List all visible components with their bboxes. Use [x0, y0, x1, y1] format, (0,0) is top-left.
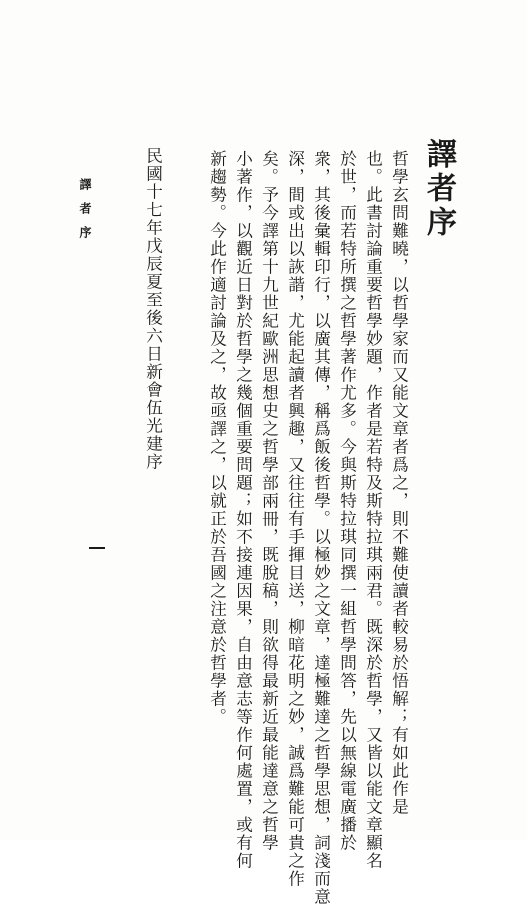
- page-number-mark: [89, 547, 105, 549]
- preface-signature: 民國十七年戊辰夏至後六日新會伍光建序: [143, 147, 163, 471]
- preface-title: 譯者序: [421, 138, 456, 240]
- preface-line-4: 衆，其後彙輯印行，以廣其傳，稱爲飯後哲學。以極妙之文章，達極難達之哲學思想，詞淺而意: [311, 150, 331, 906]
- preface-line-6: 矣。予今譯第十九世紀歐洲思想史之哲學部兩冊，既脫稿，則欲得最新近最能達意之哲學: [259, 150, 279, 852]
- preface-line-1: 哲學玄問難曉，以哲學家而又能文章者爲之，則不難使讀者較易於悟解；有如此作是: [389, 150, 409, 816]
- preface-line-8: 新趨勢。今此作適討論及之，故亟譯之，以就正於吾國之注意於哲學者。: [207, 150, 227, 726]
- preface-line-5: 深，間或出以詼諧，尤能起讀者興趣，又往往有手揮目送，柳暗花明之妙，誠爲難能可貴之作: [285, 150, 305, 888]
- preface-line-2: 也。此書討論重要哲學妙題，作者是若特及斯特拉琪兩君。既深於哲學，又皆以能文章顯名: [363, 150, 383, 870]
- preface-line-7: 小著作，以觀近日對於哲學之幾個重要問題；如不接連因果，自由意志等作何處置，或有何: [233, 150, 253, 870]
- running-head: 譯者序: [78, 178, 92, 250]
- page-number: [89, 547, 90, 548]
- preface-line-3: 於世，而若特所撰之哲學著作尤多。今與斯特拉琪同撰一組哲學問答，先以無線電廣播於: [337, 150, 357, 852]
